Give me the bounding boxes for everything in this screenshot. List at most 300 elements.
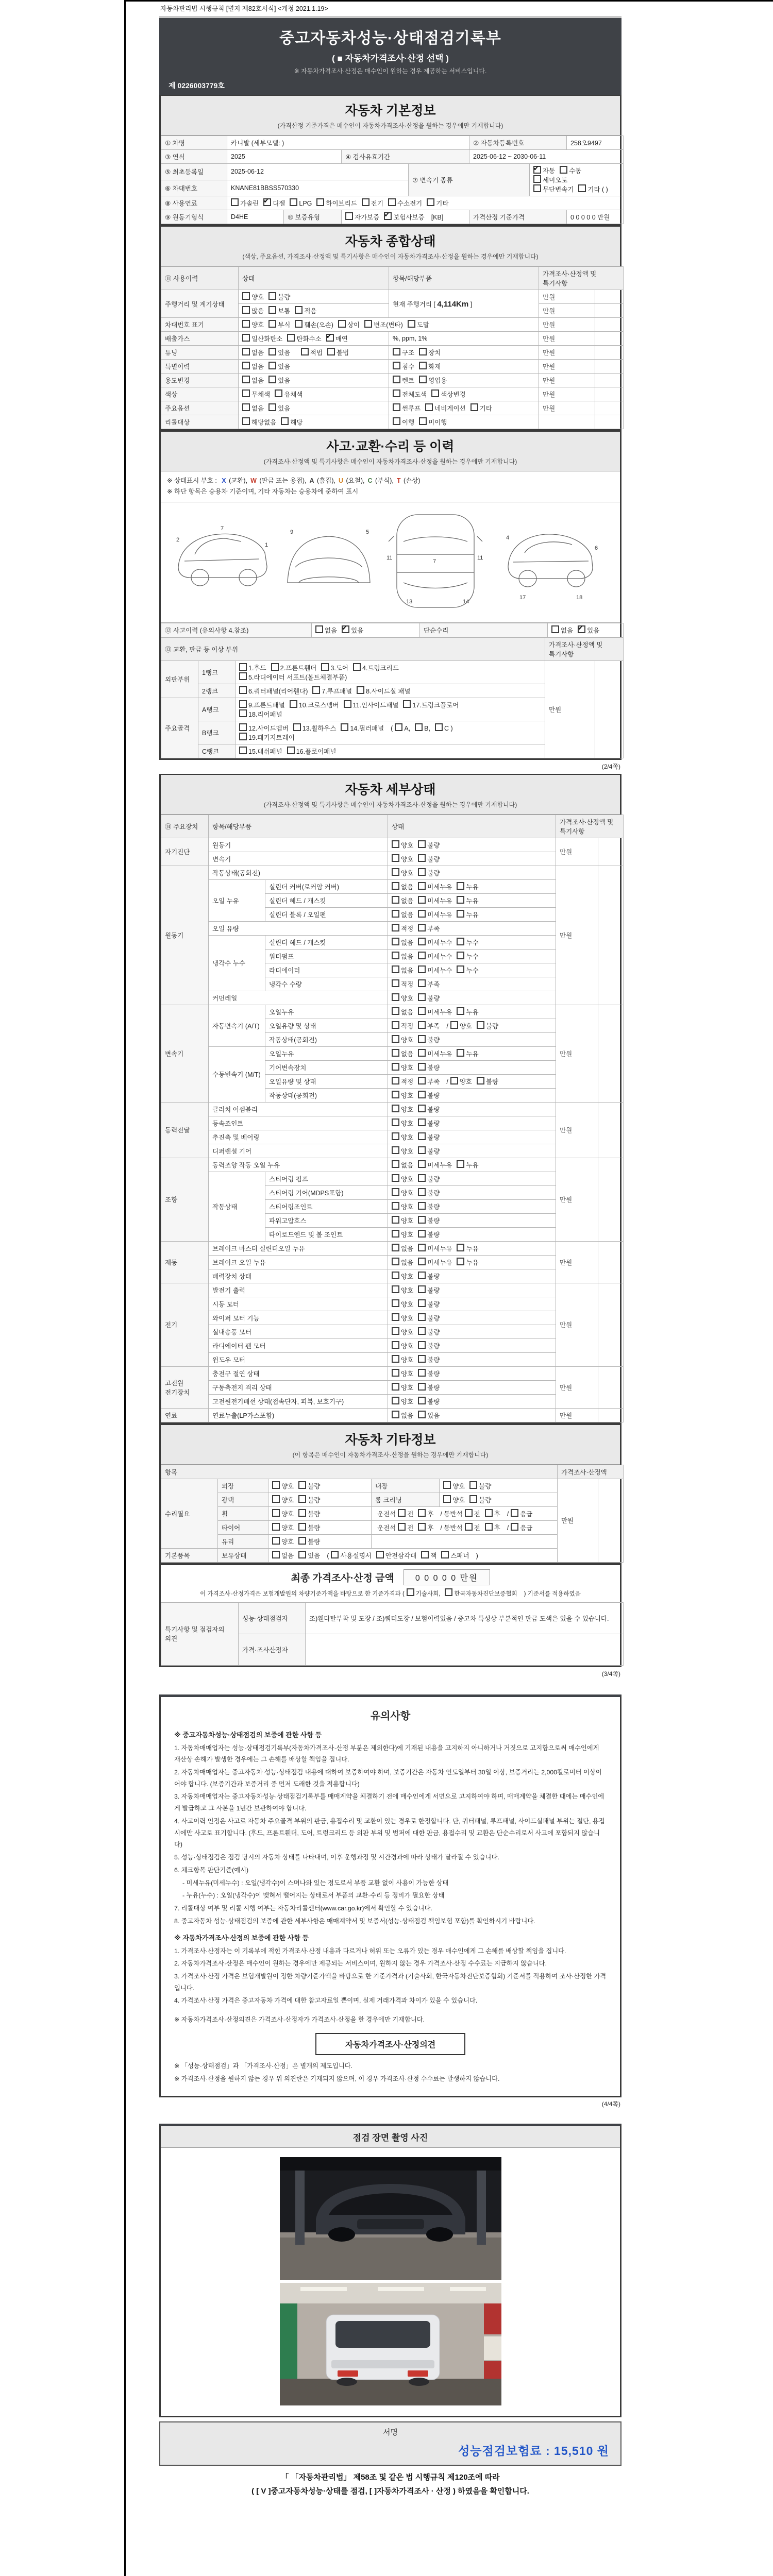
checkbox-option[interactable] <box>392 868 413 877</box>
checkbox-option[interactable] <box>298 1495 320 1504</box>
checkbox-option[interactable] <box>392 896 413 905</box>
checkbox-option[interactable] <box>485 1509 500 1518</box>
checkbox-option[interactable] <box>392 1132 413 1142</box>
checkbox-option[interactable] <box>392 1188 413 1197</box>
checkbox-option[interactable] <box>242 417 276 427</box>
checkbox-option[interactable] <box>298 1537 320 1546</box>
checkbox-icon[interactable] <box>403 700 411 708</box>
checkbox-icon[interactable] <box>465 1509 473 1517</box>
checkbox-icon[interactable] <box>393 348 400 355</box>
checkbox-icon[interactable] <box>457 910 464 918</box>
checkbox-option[interactable] <box>419 376 447 385</box>
checkbox-icon[interactable] <box>392 1216 399 1224</box>
checkbox-option[interactable] <box>239 709 282 719</box>
checkbox-icon[interactable] <box>418 1523 426 1531</box>
checkbox-option[interactable] <box>344 700 399 709</box>
checkbox-icon[interactable] <box>418 868 426 876</box>
checkbox-option[interactable] <box>477 1021 498 1030</box>
checkbox-option[interactable] <box>421 1551 436 1560</box>
checkbox-icon[interactable] <box>239 700 247 708</box>
checkbox-icon[interactable] <box>239 723 247 731</box>
checkbox-option[interactable] <box>392 882 413 891</box>
checkbox-option[interactable] <box>272 1523 294 1532</box>
checkbox-option[interactable] <box>457 1007 478 1016</box>
checkbox-icon[interactable] <box>418 1188 426 1196</box>
checkbox-option[interactable] <box>239 733 295 742</box>
checkbox-icon[interactable] <box>268 362 276 369</box>
checked-checkbox-icon[interactable] <box>533 166 541 174</box>
checked-checkbox-icon[interactable] <box>578 625 585 633</box>
checkbox-icon[interactable] <box>242 292 250 300</box>
checkbox-option[interactable] <box>287 747 337 756</box>
checkbox-option[interactable] <box>345 212 379 222</box>
checkbox-option[interactable] <box>392 1369 413 1378</box>
checkbox-icon[interactable] <box>457 1258 464 1265</box>
checkbox-option[interactable] <box>392 1258 413 1267</box>
checkbox-icon[interactable] <box>392 1091 399 1098</box>
checkbox-option[interactable] <box>272 1537 294 1546</box>
checkbox-option[interactable] <box>418 979 440 989</box>
checkbox-icon[interactable] <box>407 1588 414 1596</box>
checkbox-icon[interactable] <box>465 1523 473 1531</box>
checkbox-icon[interactable] <box>293 723 301 731</box>
checkbox-icon[interactable] <box>268 292 276 300</box>
checkbox-option[interactable] <box>425 403 465 413</box>
checkbox-icon[interactable] <box>392 1327 399 1335</box>
checkbox-option[interactable] <box>457 965 478 975</box>
checkbox-option[interactable] <box>418 1313 440 1323</box>
checkbox-option[interactable] <box>316 198 357 208</box>
checkbox-option[interactable] <box>418 854 440 863</box>
checkbox-icon[interactable] <box>287 334 295 342</box>
checkbox-option[interactable] <box>435 723 453 732</box>
checkbox-icon[interactable] <box>392 1369 399 1377</box>
checkbox-option[interactable] <box>392 952 413 961</box>
checkbox-icon[interactable] <box>393 362 400 369</box>
checkbox-icon[interactable] <box>395 723 402 731</box>
checkbox-option[interactable] <box>357 686 410 696</box>
checkbox-option[interactable] <box>418 1188 440 1197</box>
checkbox-option[interactable] <box>392 979 413 989</box>
checkbox-option[interactable] <box>392 1244 413 1253</box>
checkbox-option[interactable] <box>239 700 285 709</box>
checkbox-icon[interactable] <box>418 1063 426 1071</box>
checkbox-icon[interactable] <box>392 1244 399 1251</box>
checkbox-option[interactable] <box>450 1077 472 1086</box>
checkbox-option[interactable] <box>321 663 348 672</box>
checkbox-icon[interactable] <box>242 306 250 314</box>
checkbox-icon[interactable] <box>242 403 250 411</box>
checkbox-icon[interactable] <box>298 1551 306 1558</box>
checkbox-icon[interactable] <box>353 663 361 671</box>
checkbox-icon[interactable] <box>272 1537 280 1545</box>
checkbox-icon[interactable] <box>457 965 464 973</box>
checkbox-icon[interactable] <box>392 1132 399 1140</box>
checkbox-option[interactable] <box>242 362 264 371</box>
checkbox-icon[interactable] <box>457 938 464 945</box>
checkbox-option[interactable] <box>392 1035 413 1044</box>
checked-checkbox-icon[interactable] <box>326 334 334 342</box>
checkbox-option[interactable] <box>301 348 323 357</box>
checkbox-icon[interactable] <box>418 1411 426 1418</box>
checkbox-icon[interactable] <box>419 348 427 355</box>
checkbox-option[interactable] <box>457 910 478 919</box>
checkbox-icon[interactable] <box>272 1509 280 1517</box>
checkbox-icon[interactable] <box>421 1551 429 1558</box>
checkbox-icon[interactable] <box>485 1523 493 1531</box>
checkbox-option[interactable] <box>392 924 413 933</box>
checkbox-icon[interactable] <box>398 1509 406 1517</box>
checkbox-option[interactable] <box>418 1397 440 1406</box>
checkbox-option[interactable] <box>392 1021 413 1030</box>
checkbox-icon[interactable] <box>485 1509 493 1517</box>
checkbox-icon[interactable] <box>393 389 400 397</box>
checkbox-icon[interactable] <box>418 1230 426 1238</box>
checkbox-icon[interactable] <box>392 1160 399 1168</box>
checkbox-icon[interactable] <box>239 686 247 694</box>
checkbox-icon[interactable] <box>392 1299 399 1307</box>
checkbox-option[interactable] <box>415 723 430 732</box>
checkbox-icon[interactable] <box>392 952 399 959</box>
checkbox-icon[interactable] <box>392 1397 399 1404</box>
checkbox-icon[interactable] <box>392 1035 399 1043</box>
checkbox-option[interactable] <box>418 1049 452 1058</box>
checkbox-option[interactable] <box>364 320 403 329</box>
checkbox-option[interactable] <box>418 1244 452 1253</box>
checkbox-option[interactable] <box>393 403 421 413</box>
checkbox-icon[interactable] <box>239 663 247 671</box>
checkbox-icon[interactable] <box>427 198 434 206</box>
checkbox-option[interactable] <box>298 1481 320 1490</box>
checkbox-option[interactable] <box>418 1299 440 1309</box>
checkbox-icon[interactable] <box>392 868 399 876</box>
checkbox-icon[interactable] <box>392 1230 399 1238</box>
checkbox-icon[interactable] <box>392 1341 399 1349</box>
checkbox-icon[interactable] <box>290 198 297 206</box>
checkbox-icon[interactable] <box>392 1272 399 1279</box>
checkbox-option[interactable] <box>560 166 581 175</box>
checkbox-option[interactable] <box>239 723 289 733</box>
checkbox-icon[interactable] <box>393 403 400 411</box>
checkbox-option[interactable] <box>443 1495 465 1504</box>
checkbox-icon[interactable] <box>392 1007 399 1015</box>
checkbox-icon[interactable] <box>393 376 400 383</box>
checkbox-option[interactable] <box>268 348 290 357</box>
checkbox-icon[interactable] <box>418 1202 426 1210</box>
checkbox-icon[interactable] <box>431 389 439 397</box>
checkbox-option[interactable] <box>392 1146 413 1156</box>
checkbox-option[interactable] <box>392 1313 413 1323</box>
checkbox-option[interactable] <box>477 1077 498 1086</box>
checkbox-option[interactable] <box>418 1077 440 1086</box>
checkbox-option[interactable] <box>392 1383 413 1392</box>
checkbox-option[interactable] <box>418 1411 440 1420</box>
checkbox-option[interactable] <box>298 1523 320 1532</box>
checkbox-icon[interactable] <box>327 348 335 355</box>
checkbox-option[interactable] <box>398 1523 413 1532</box>
checkbox-option[interactable] <box>443 1481 465 1490</box>
checkbox-icon[interactable] <box>321 663 329 671</box>
checkbox-icon[interactable] <box>295 306 303 314</box>
checkbox-option[interactable] <box>450 1021 472 1030</box>
checkbox-icon[interactable] <box>560 166 567 174</box>
checkbox-option[interactable] <box>268 306 290 315</box>
checkbox-option[interactable] <box>272 1495 294 1504</box>
checkbox-option[interactable] <box>392 1202 413 1211</box>
checkbox-icon[interactable] <box>418 1077 426 1084</box>
checkbox-icon[interactable] <box>392 965 399 973</box>
checkbox-option[interactable] <box>393 389 427 399</box>
checkbox-option[interactable] <box>242 389 270 399</box>
checkbox-icon[interactable] <box>418 882 426 890</box>
checkbox-icon[interactable] <box>312 686 320 694</box>
checkbox-icon[interactable] <box>457 896 464 904</box>
checkbox-icon[interactable] <box>392 1063 399 1071</box>
checkbox-icon[interactable] <box>418 1049 426 1057</box>
checkbox-icon[interactable] <box>362 198 369 206</box>
checkbox-option[interactable] <box>457 1160 478 1170</box>
checkbox-icon[interactable] <box>287 747 295 754</box>
checkbox-icon[interactable] <box>533 184 541 192</box>
checkbox-option[interactable] <box>418 1146 440 1156</box>
checkbox-option[interactable] <box>275 389 303 399</box>
checkbox-icon[interactable] <box>392 854 399 862</box>
checkbox-option[interactable] <box>533 184 574 194</box>
checkbox-icon[interactable] <box>533 175 541 183</box>
checkbox-icon[interactable] <box>392 1313 399 1321</box>
checkbox-icon[interactable] <box>457 1049 464 1057</box>
checkbox-icon[interactable] <box>418 1174 426 1182</box>
checkbox-option[interactable] <box>290 700 339 709</box>
checkbox-option[interactable] <box>418 1118 440 1128</box>
checkbox-option[interactable] <box>533 175 567 184</box>
checkbox-icon[interactable] <box>418 1160 426 1168</box>
checkbox-icon[interactable] <box>239 709 247 717</box>
checkbox-icon[interactable] <box>408 320 415 328</box>
checkbox-icon[interactable] <box>268 320 276 328</box>
checkbox-icon[interactable] <box>268 348 276 355</box>
checkbox-icon[interactable] <box>298 1523 306 1531</box>
checkbox-option[interactable] <box>418 910 452 919</box>
checkbox-option[interactable] <box>418 1035 440 1044</box>
checkbox-option[interactable] <box>393 362 414 371</box>
checkbox-option[interactable] <box>418 1285 440 1295</box>
checkbox-icon[interactable] <box>272 1481 280 1489</box>
checkbox-icon[interactable] <box>242 320 250 328</box>
checkbox-icon[interactable] <box>418 1216 426 1224</box>
checkbox-option[interactable] <box>271 663 317 672</box>
checkbox-option[interactable] <box>418 1230 440 1239</box>
checkbox-option[interactable] <box>457 1258 478 1267</box>
checkbox-option[interactable] <box>485 1523 500 1532</box>
checkbox-option[interactable] <box>376 1551 416 1560</box>
checkbox-option[interactable] <box>268 362 290 371</box>
checkbox-icon[interactable] <box>418 924 426 931</box>
checkbox-option[interactable] <box>392 840 413 850</box>
checkbox-option[interactable] <box>268 292 290 301</box>
checkbox-icon[interactable] <box>392 1077 399 1084</box>
checkbox-icon[interactable] <box>418 840 426 848</box>
checkbox-option[interactable] <box>392 1285 413 1295</box>
checkbox-icon[interactable] <box>392 993 399 1001</box>
checkbox-option[interactable] <box>511 1509 532 1518</box>
checkbox-option[interactable] <box>362 198 383 208</box>
checkbox-icon[interactable] <box>418 1369 426 1377</box>
checkbox-icon[interactable] <box>418 1105 426 1112</box>
checkbox-option[interactable] <box>295 306 316 315</box>
checkbox-icon[interactable] <box>418 896 426 904</box>
checkbox-option[interactable] <box>392 1077 413 1086</box>
checkbox-icon[interactable] <box>450 1077 458 1084</box>
checkbox-icon[interactable] <box>392 979 399 987</box>
checkbox-option[interactable] <box>268 320 290 329</box>
checkbox-icon[interactable] <box>457 952 464 959</box>
checkbox-option[interactable] <box>338 320 360 329</box>
checkbox-icon[interactable] <box>268 376 276 383</box>
checkbox-icon[interactable] <box>477 1021 484 1029</box>
checkbox-option[interactable] <box>418 1160 452 1170</box>
checkbox-option[interactable] <box>290 198 312 207</box>
checkbox-option[interactable] <box>392 1049 413 1058</box>
checkbox-option[interactable] <box>268 376 290 385</box>
checkbox-option[interactable] <box>418 1341 440 1350</box>
checkbox-icon[interactable] <box>231 198 239 206</box>
checkbox-option[interactable] <box>392 1160 413 1170</box>
checkbox-option[interactable] <box>418 1021 440 1030</box>
checkbox-icon[interactable] <box>477 1077 484 1084</box>
checkbox-icon[interactable] <box>357 686 364 694</box>
checkbox-icon[interactable] <box>393 417 400 425</box>
checkbox-option[interactable] <box>242 403 264 413</box>
checkbox-option[interactable] <box>551 625 573 635</box>
checkbox-option[interactable] <box>393 417 414 427</box>
checkbox-icon[interactable] <box>271 663 279 671</box>
checkbox-option[interactable] <box>242 334 282 343</box>
checkbox-option[interactable] <box>263 198 285 208</box>
checkbox-icon[interactable] <box>392 1285 399 1293</box>
checkbox-icon[interactable] <box>392 924 399 931</box>
checkbox-option[interactable] <box>239 686 308 696</box>
checkbox-option[interactable] <box>419 348 441 357</box>
checkbox-option[interactable] <box>418 1174 440 1183</box>
checkbox-icon[interactable] <box>239 747 247 754</box>
checkbox-icon[interactable] <box>511 1523 518 1531</box>
checkbox-icon[interactable] <box>470 403 478 411</box>
checkbox-option[interactable] <box>242 292 264 301</box>
checkbox-icon[interactable] <box>268 306 276 314</box>
checkbox-option[interactable] <box>392 1272 413 1281</box>
checkbox-option[interactable] <box>418 1355 440 1364</box>
checkbox-option[interactable] <box>457 896 478 905</box>
checkbox-icon[interactable] <box>275 389 282 397</box>
checkbox-option[interactable] <box>418 1509 433 1518</box>
checkbox-icon[interactable] <box>457 1007 464 1015</box>
checkbox-icon[interactable] <box>392 1383 399 1391</box>
checkbox-icon[interactable] <box>392 882 399 890</box>
checkbox-icon[interactable] <box>425 403 433 411</box>
checkbox-icon[interactable] <box>242 417 250 425</box>
checkbox-option[interactable] <box>470 403 492 413</box>
checkbox-icon[interactable] <box>272 1495 280 1503</box>
checkbox-icon[interactable] <box>418 1355 426 1363</box>
checkbox-option[interactable] <box>272 1509 294 1518</box>
checkbox-icon[interactable] <box>392 1202 399 1210</box>
checkbox-option[interactable] <box>457 938 478 947</box>
checkbox-icon[interactable] <box>392 1174 399 1182</box>
checkbox-option[interactable] <box>392 1411 413 1420</box>
checkbox-option[interactable] <box>315 625 337 635</box>
checkbox-option[interactable] <box>578 184 608 194</box>
checkbox-icon[interactable] <box>419 362 427 369</box>
checkbox-option[interactable] <box>418 1327 440 1336</box>
checkbox-option[interactable] <box>418 1272 440 1281</box>
checkbox-icon[interactable] <box>392 1411 399 1418</box>
checkbox-option[interactable] <box>242 306 264 315</box>
checkbox-icon[interactable] <box>298 1495 306 1503</box>
checkbox-icon[interactable] <box>301 348 309 355</box>
checkbox-option[interactable] <box>418 896 452 905</box>
checkbox-icon[interactable] <box>392 1258 399 1265</box>
checkbox-icon[interactable] <box>443 1481 451 1489</box>
checkbox-option[interactable] <box>231 198 259 208</box>
checkbox-option[interactable] <box>272 1551 294 1560</box>
checkbox-option[interactable] <box>419 362 441 371</box>
checkbox-option[interactable] <box>407 1588 441 1598</box>
checkbox-icon[interactable] <box>418 965 426 973</box>
checkbox-option[interactable] <box>419 417 447 427</box>
checkbox-icon[interactable] <box>469 1495 477 1503</box>
checkbox-option[interactable] <box>392 1327 413 1336</box>
checkbox-icon[interactable] <box>469 1481 477 1489</box>
checkbox-option[interactable] <box>398 1509 413 1518</box>
checkbox-icon[interactable] <box>435 723 443 731</box>
checkbox-icon[interactable] <box>418 1509 426 1517</box>
checkbox-icon[interactable] <box>392 1146 399 1154</box>
checkbox-icon[interactable] <box>418 1383 426 1391</box>
checkbox-option[interactable] <box>239 672 347 682</box>
checkbox-option[interactable] <box>392 1105 413 1114</box>
checkbox-option[interactable] <box>418 1369 440 1378</box>
checkbox-icon[interactable] <box>298 1509 306 1517</box>
checkbox-option[interactable] <box>578 625 599 635</box>
checkbox-icon[interactable] <box>331 1551 339 1558</box>
checkbox-icon[interactable] <box>443 1495 451 1503</box>
checkbox-option[interactable] <box>511 1523 532 1532</box>
checkbox-option[interactable] <box>239 747 282 756</box>
checkbox-option[interactable] <box>239 663 266 672</box>
checkbox-option[interactable] <box>342 625 363 635</box>
checkbox-option[interactable] <box>418 924 440 933</box>
checkbox-icon[interactable] <box>418 993 426 1001</box>
checkbox-icon[interactable] <box>418 1091 426 1098</box>
checkbox-option[interactable] <box>418 1007 452 1016</box>
checkbox-icon[interactable] <box>418 910 426 918</box>
checkbox-icon[interactable] <box>392 1355 399 1363</box>
checkbox-option[interactable] <box>242 348 264 357</box>
checkbox-option[interactable] <box>392 993 413 1003</box>
checkbox-icon[interactable] <box>415 723 423 731</box>
checkbox-icon[interactable] <box>392 1118 399 1126</box>
checkbox-icon[interactable] <box>418 1118 426 1126</box>
checkbox-option[interactable] <box>392 1230 413 1239</box>
checkbox-icon[interactable] <box>418 1299 426 1307</box>
checkbox-option[interactable] <box>418 1202 440 1211</box>
checkbox-icon[interactable] <box>419 417 427 425</box>
checkbox-icon[interactable] <box>551 625 559 633</box>
checkbox-icon[interactable] <box>392 1049 399 1057</box>
checkbox-icon[interactable] <box>418 1007 426 1015</box>
checkbox-icon[interactable] <box>315 625 323 633</box>
